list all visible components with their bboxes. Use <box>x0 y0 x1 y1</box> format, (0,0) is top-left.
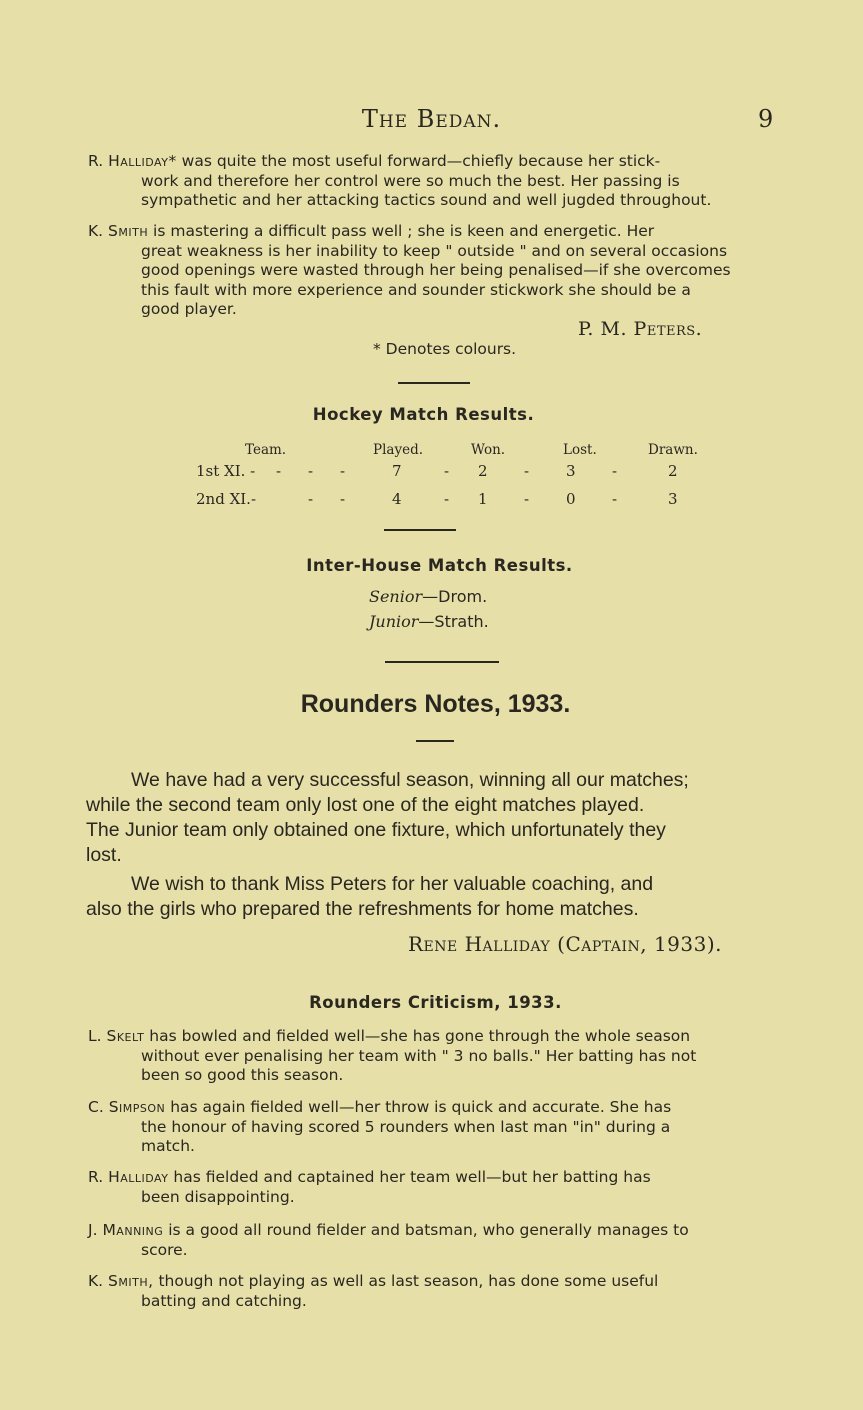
col-header-team: Team. <box>245 442 287 458</box>
hockey-results-title: Hockey Match Results. <box>312 405 535 424</box>
entry-line: this fault with more experience and sounder stickwork she should be a <box>141 280 691 299</box>
junior-value: —Strath. <box>418 612 489 631</box>
rounders-notes-paragraph-1 <box>86 768 786 868</box>
entry-text: is a good all round fielder and batsman, who generally manages to <box>168 1221 689 1239</box>
inter-house-title: Inter-House Match Results. <box>306 556 573 575</box>
text-line: also the girls who prepared the refreshments for home matches. <box>86 898 639 920</box>
col-header-played: Played. <box>373 442 423 458</box>
rounders-notes-title: Rounders Notes, 1933. <box>300 690 571 718</box>
cell-played: 7 <box>392 462 402 480</box>
criticism-entry-smith-rounders <box>88 1272 788 1311</box>
entry-line: batting and catching. <box>141 1291 307 1310</box>
entry-line: been so good this season. <box>141 1066 344 1084</box>
player-name: Halliday <box>108 1168 169 1186</box>
cell-drawn: 3 <box>668 490 678 508</box>
cell-played: 4 <box>392 490 402 508</box>
player-name: Smith <box>108 222 149 240</box>
table-row: 2nd XI.- - - 4 - 1 - 0 - 3 <box>196 490 678 508</box>
divider <box>384 529 456 531</box>
player-name: Simpson <box>108 1098 166 1116</box>
criticism-entry-manning <box>88 1221 788 1260</box>
running-header-title: The Bedan. <box>361 105 502 133</box>
text-line: lost. <box>86 844 122 866</box>
junior-label: Junior <box>369 612 419 631</box>
player-initial: K. <box>88 1272 104 1290</box>
text-line: The Junior team only obtained one fixture, which unfortunately they <box>86 819 666 841</box>
entry-line: score. <box>141 1240 188 1259</box>
criticism-entry-halliday-rounders <box>88 1168 788 1207</box>
entry-line: the honour of having scored 5 rounders when last man "in" during a <box>141 1117 671 1136</box>
entry-text: has fielded and captained her team well—but her batting has <box>173 1168 651 1186</box>
entry-text: has again fielded well—her throw is quick and accurate. She has <box>170 1098 672 1116</box>
text-line: We have had a very successful season, winning all our matches; <box>131 769 689 791</box>
player-initial: K. <box>88 222 104 240</box>
cell-won: 1 <box>478 490 488 508</box>
criticism-entry-simpson <box>88 1098 788 1157</box>
entry-line: work and therefore her control were so much the best. Her passing is <box>141 171 680 190</box>
rounders-signature: Rene Halliday (Captain, 1933). <box>408 932 723 956</box>
inter-house-senior <box>369 587 487 607</box>
cell-team: 1st XI. - <box>196 462 256 480</box>
cell-won: 2 <box>478 462 488 480</box>
entry-line: good openings were wasted through her being penalised—if she overcomes <box>141 261 731 279</box>
text-line: We wish to thank Miss Peters for her valuable coaching, and <box>131 873 654 895</box>
senior-label: Senior <box>369 587 423 606</box>
entry-line: great weakness is her inability to keep " outside " and on several occasions <box>141 241 728 260</box>
player-initial: R. <box>88 152 104 170</box>
player-name: Smith, <box>108 1272 154 1290</box>
senior-value: —Drom. <box>422 587 488 606</box>
col-header-lost: Lost. <box>563 442 597 458</box>
criticism-entry-skelt <box>88 1027 788 1086</box>
player-initial: L. <box>88 1027 102 1045</box>
page-number: 9 <box>758 105 774 133</box>
col-header-drawn: Drawn. <box>648 442 698 458</box>
divider <box>385 661 499 663</box>
player-initial: R. <box>88 1168 104 1186</box>
entry-line: been disappointing. <box>141 1187 295 1206</box>
entry-line: without ever penalising her team with " 3 no balls." Her batting has not <box>141 1046 697 1065</box>
player-name: Manning <box>102 1221 164 1239</box>
inter-house-junior <box>369 612 489 632</box>
table-row: 1st XI. - - - - 7 - 2 - 3 - 2 <box>196 462 678 480</box>
cell-lost: 0 <box>566 490 576 508</box>
rounders-notes-paragraph-2 <box>86 872 786 922</box>
col-header-won: Won. <box>471 442 506 458</box>
colours-note: * Denotes colours. <box>373 340 517 358</box>
player-initial: J. <box>88 1221 98 1239</box>
hockey-signature: P. M. Peters. <box>578 318 703 340</box>
entry-line: good player. <box>141 300 237 318</box>
entry-text: was quite the most useful forward—chiefly because her stick- <box>181 152 661 170</box>
player-name: Skelt <box>106 1027 145 1045</box>
cell-lost: 3 <box>566 462 576 480</box>
rounders-criticism-title: Rounders Criticism, 1933. <box>309 993 562 1012</box>
entry-text: has bowled and fielded well—she has gone through the whole season <box>149 1027 691 1045</box>
player-name: Halliday* <box>108 152 177 170</box>
entry-line: sympathetic and her attacking tactics sound and well jugded throughout. <box>141 191 712 209</box>
player-initial: C. <box>88 1098 104 1116</box>
divider <box>416 740 454 742</box>
criticism-entry-smith <box>88 222 788 320</box>
entry-text: is mastering a difficult pass well ; she is keen and energetic. Her <box>153 222 655 240</box>
criticism-entry-halliday <box>88 152 788 211</box>
entry-text: though not playing as well as last season, has done some useful <box>158 1272 659 1290</box>
cell-team: 2nd XI.- <box>196 490 257 508</box>
entry-line: match. <box>141 1137 195 1155</box>
divider <box>398 382 470 384</box>
text-line: while the second team only lost one of the eight matches played. <box>86 794 645 816</box>
cell-drawn: 2 <box>668 462 678 480</box>
